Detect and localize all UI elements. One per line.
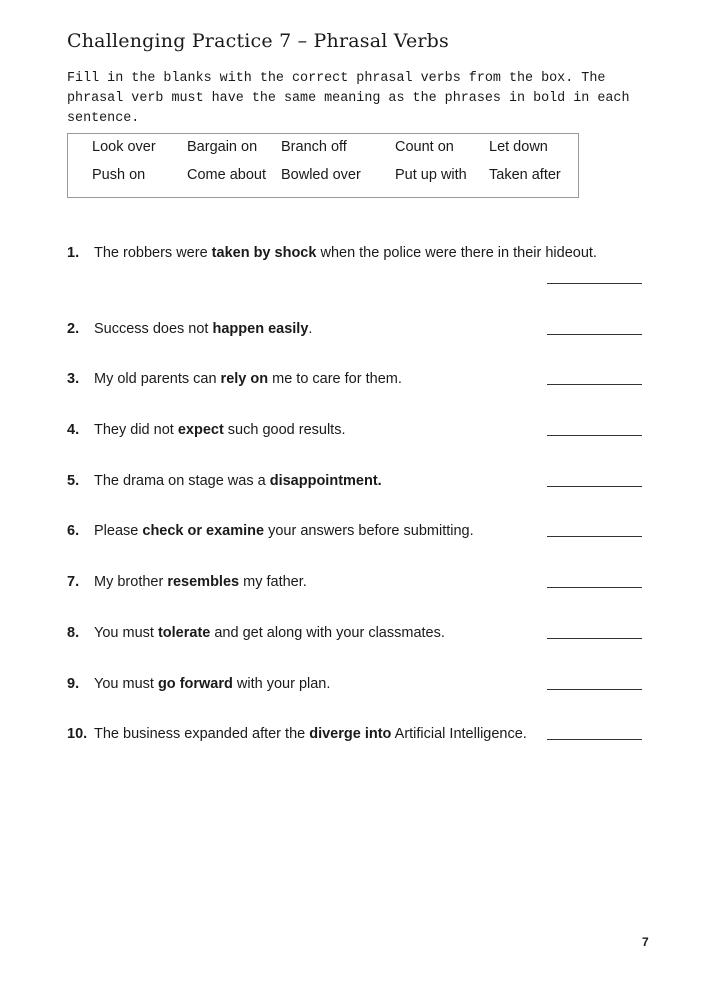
worksheet-title: Challenging Practice 7 – Phrasal Verbs: [67, 30, 449, 52]
question-3: [67, 371, 647, 395]
answer-blank[interactable]: [547, 587, 642, 588]
answer-blank[interactable]: [547, 739, 642, 740]
question-text: Success does not happen easily.: [94, 321, 313, 337]
question-4: [67, 422, 647, 446]
word-box-item: Let down: [489, 139, 548, 155]
question-text: My old parents can rely on me to care for them.: [94, 371, 402, 387]
instructions: Fill in the blanks with the correct phrasal verbs from the box. The phrasal verb must have the same meaning as the phrases in bold in each sentence.: [67, 71, 630, 126]
word-box-item: Bowled over: [281, 167, 361, 183]
question-5: [67, 473, 647, 497]
question-text: The business expanded after the diverge into Artificial Intelligence.: [94, 726, 527, 742]
answer-blank[interactable]: [547, 486, 642, 487]
answer-blank[interactable]: [547, 334, 642, 335]
question-text: Please check or examine your answers before submitting.: [94, 523, 474, 539]
question-number: 10.: [67, 726, 88, 742]
question-number: 7.: [67, 574, 80, 590]
question-number: 3.: [67, 371, 80, 387]
answer-blank[interactable]: [547, 283, 642, 284]
question-6: [67, 523, 647, 547]
question-text: My brother resembles my father.: [94, 574, 307, 590]
word-box-item: Count on: [395, 139, 454, 155]
answer-blank[interactable]: [547, 638, 642, 639]
word-box-item: Bargain on: [187, 139, 258, 155]
answer-blank[interactable]: [547, 435, 642, 436]
word-box-item: Branch off: [281, 139, 347, 155]
question-number: 6.: [67, 523, 80, 539]
question-number: 9.: [67, 676, 80, 692]
question-text: You must go forward with your plan.: [94, 676, 331, 692]
word-box: [67, 133, 579, 198]
word-box-item: Push on: [92, 167, 146, 183]
page-number: 7: [642, 935, 649, 949]
question-9: [67, 676, 647, 700]
question-number: 2.: [67, 321, 80, 337]
question-number: 5.: [67, 473, 80, 489]
word-box-item: Come about: [187, 167, 266, 183]
question-text: The drama on stage was a disappointment.: [94, 473, 382, 489]
word-box-item: Look over: [92, 139, 156, 155]
question-number: 1.: [67, 245, 80, 261]
question-text: You must tolerate and get along with your classmates.: [94, 625, 445, 641]
answer-blank[interactable]: [547, 689, 642, 690]
word-box-item: Put up with: [395, 167, 467, 183]
question-7: [67, 574, 647, 598]
question-1: [67, 245, 647, 269]
question-text: They did not expect such good results.: [94, 422, 346, 438]
question-number: 4.: [67, 422, 80, 438]
question-10: [67, 726, 647, 750]
question-number: 8.: [67, 625, 80, 641]
answer-blank[interactable]: [547, 536, 642, 537]
question-8: [67, 625, 647, 649]
question-text: The robbers were taken by shock when the police were there in their hideout.: [94, 245, 597, 261]
answer-blank[interactable]: [547, 384, 642, 385]
question-2: [67, 321, 647, 345]
word-box-item: Taken after: [489, 167, 561, 183]
